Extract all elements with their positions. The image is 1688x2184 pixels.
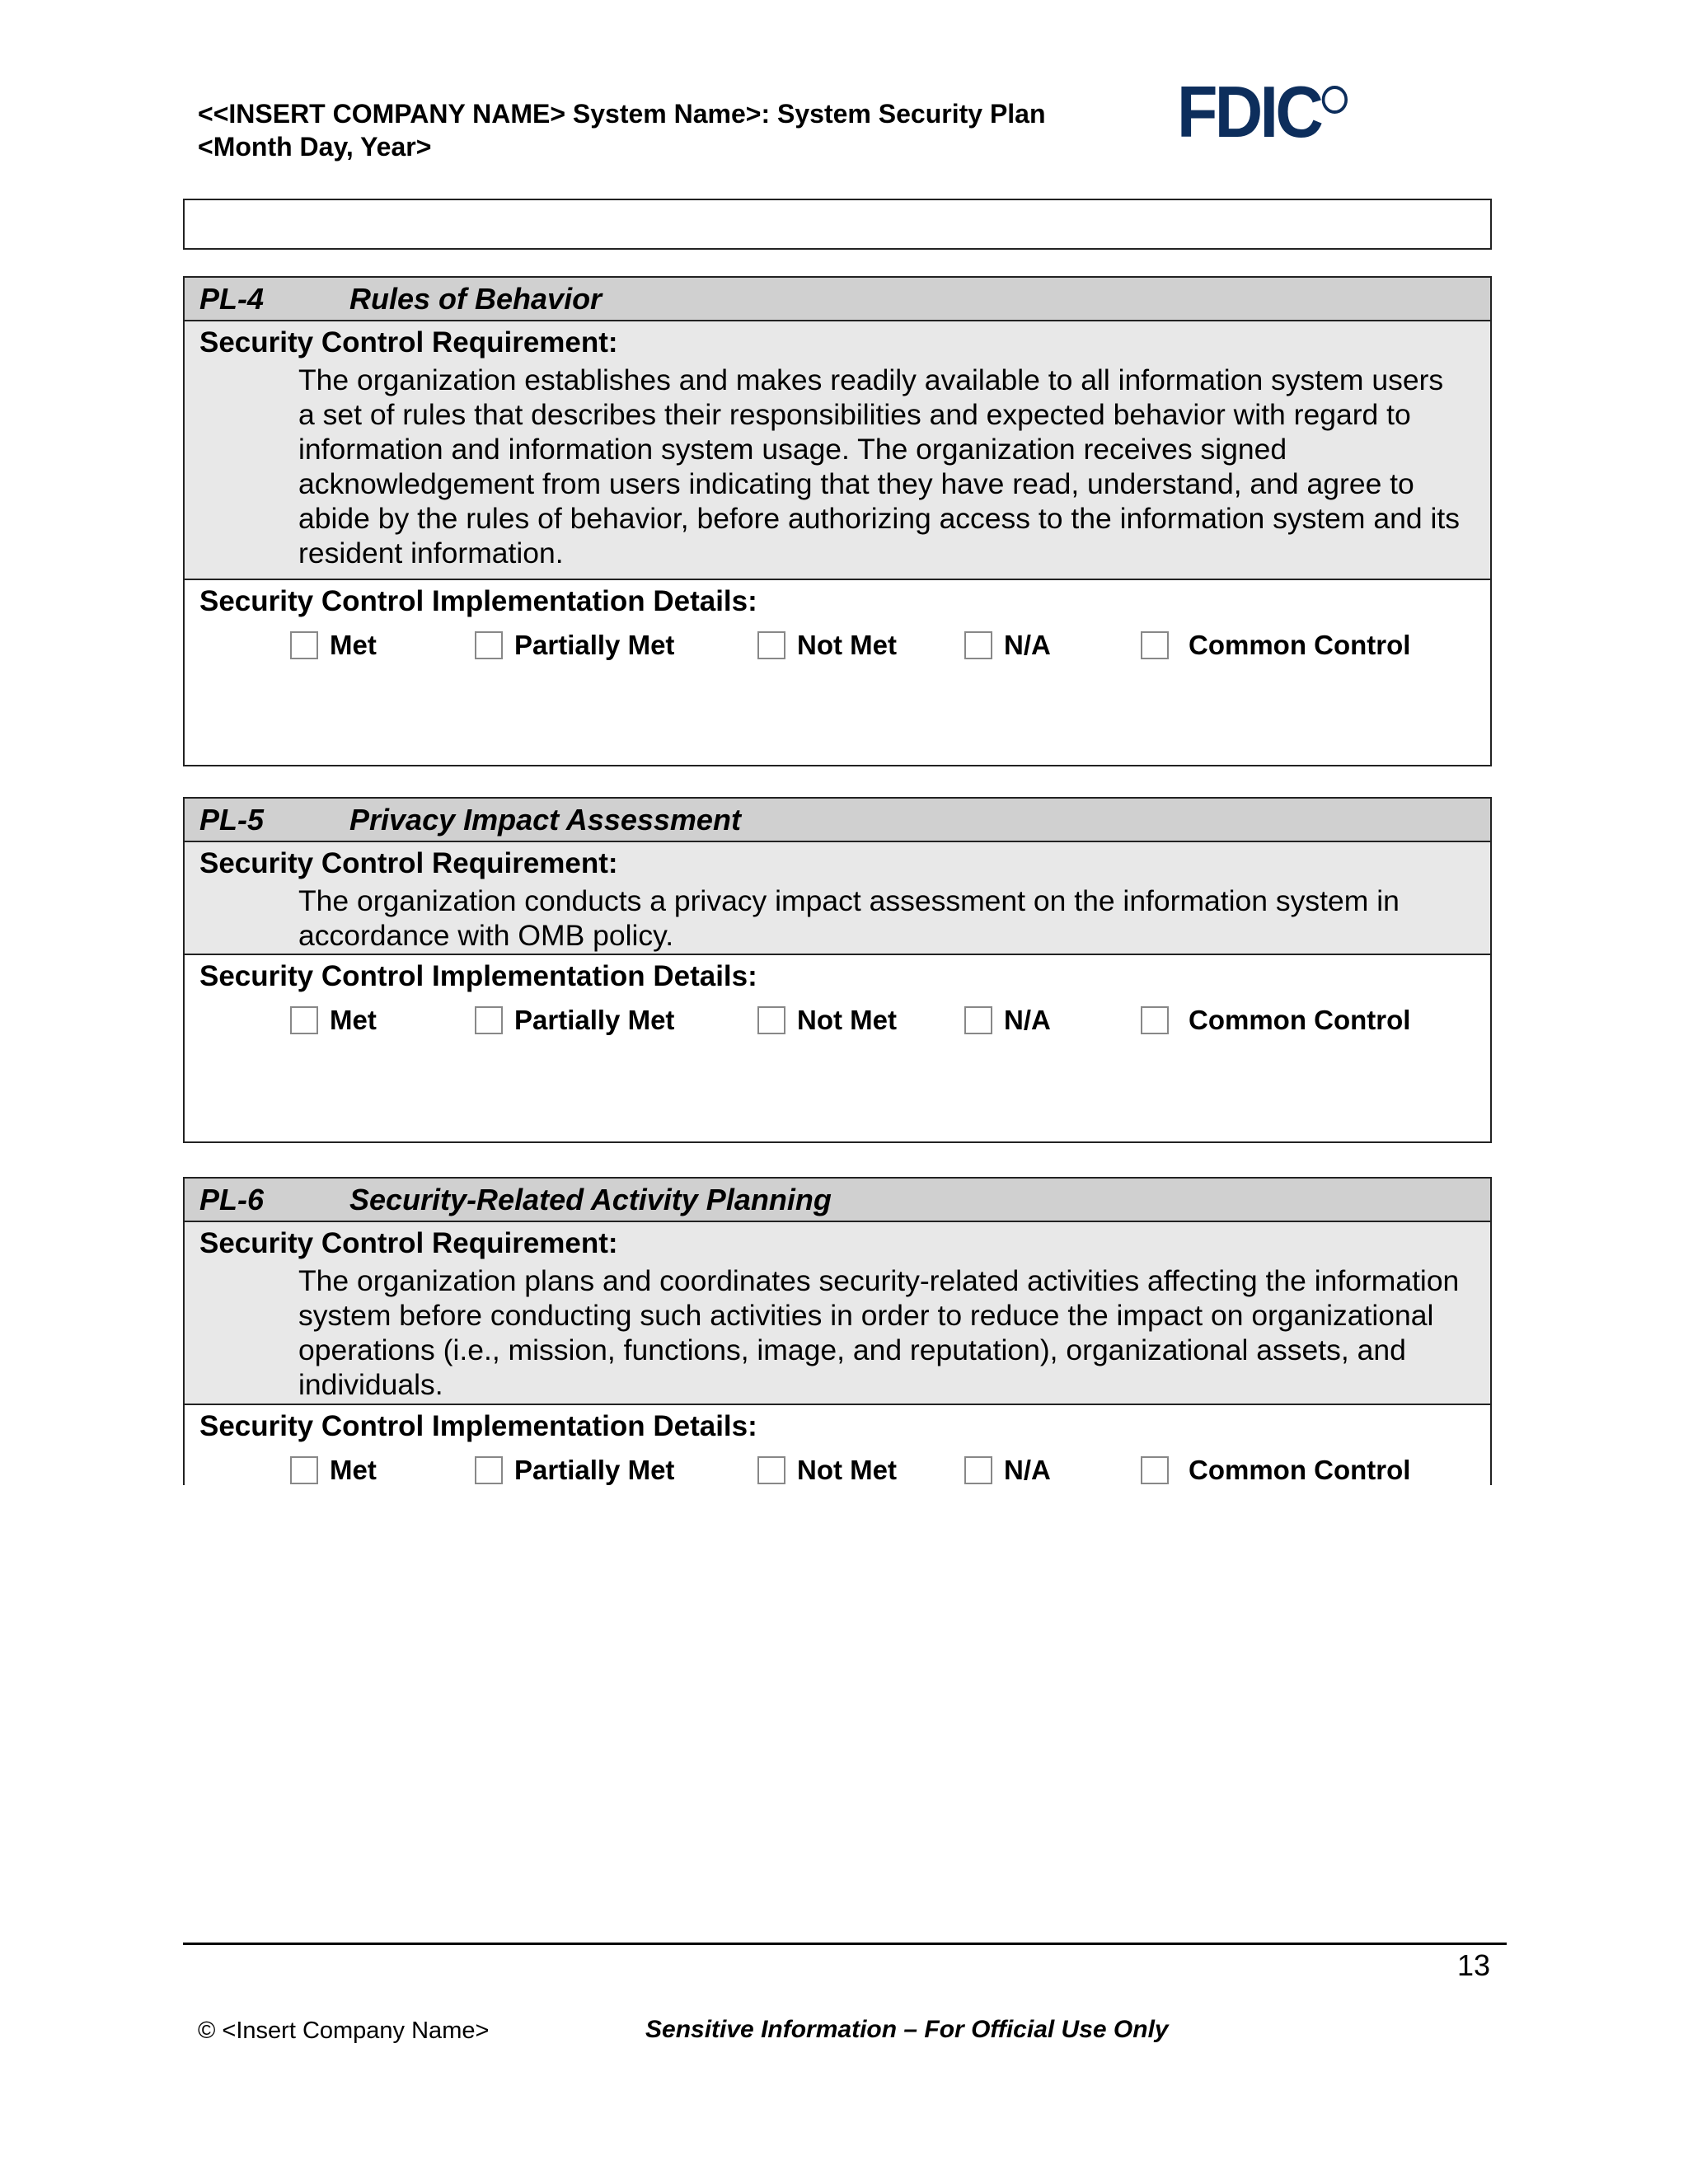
status-option-met[interactable]: Met	[290, 630, 377, 661]
status-option-not-met[interactable]: Not Met	[757, 1005, 897, 1036]
blank-table-cell	[183, 199, 1492, 250]
status-option-partially-met[interactable]: Partially Met	[475, 630, 674, 661]
checkbox[interactable]	[290, 631, 318, 659]
checkbox[interactable]	[964, 631, 992, 659]
checkbox[interactable]	[964, 1456, 992, 1484]
implementation-section	[185, 1405, 1490, 1496]
status-option-common-control[interactable]: Common Control	[1141, 1005, 1410, 1036]
status-options	[199, 623, 1475, 671]
requirement-section	[185, 321, 1490, 580]
document-title: <<INSERT COMPANY NAME> System Name>: System Security Plan	[198, 99, 1046, 129]
requirement-text: The organization plans and coordinates security-related activities affecting the information system before conducting such activities in order to reduce the impact on organizational operations (i.e., mission, functions, image, and reputation), organizational assets, and individuals.	[298, 1264, 1460, 1401]
checkbox[interactable]	[964, 1006, 992, 1034]
implementation-label: Security Control Implementation Details:	[199, 960, 757, 992]
checkbox[interactable]	[757, 1456, 785, 1484]
control-id: PL-5	[199, 803, 265, 837]
requirement-label: Security Control Requirement:	[199, 326, 618, 359]
status-option-na[interactable]: N/A	[964, 1005, 1051, 1036]
checkbox[interactable]	[290, 1456, 318, 1484]
requirement-label: Security Control Requirement:	[199, 1227, 618, 1259]
checkbox[interactable]	[475, 631, 503, 659]
implementation-section	[185, 955, 1490, 1046]
control-header	[185, 799, 1490, 842]
footer-copyright: © <Insert Company Name>	[198, 2018, 490, 2044]
status-option-met[interactable]: Met	[290, 1455, 377, 1486]
control-id: PL-4	[199, 282, 265, 316]
checkbox[interactable]	[757, 631, 785, 659]
checkbox[interactable]	[1141, 1006, 1169, 1034]
status-option-met[interactable]: Met	[290, 1005, 377, 1036]
fdic-logo-text: FDIC	[1177, 71, 1321, 152]
control-title: Rules of Behavior	[349, 282, 603, 316]
page-header	[198, 97, 1046, 163]
checkbox[interactable]	[475, 1456, 503, 1484]
status-option-partially-met[interactable]: Partially Met	[475, 1455, 674, 1486]
control-pl-5	[183, 797, 1492, 1143]
requirement-section	[185, 842, 1490, 955]
control-header	[185, 1179, 1490, 1222]
status-option-not-met[interactable]: Not Met	[757, 1455, 897, 1486]
control-id: PL-6	[199, 1183, 265, 1216]
control-pl-6	[183, 1177, 1492, 1485]
checkbox[interactable]	[290, 1006, 318, 1034]
checkbox[interactable]	[475, 1006, 503, 1034]
checkbox[interactable]	[1141, 1456, 1169, 1484]
requirement-text: The organization establishes and makes readily available to all information system users a set of rules that describes their responsibilities and expected behavior with regard to information and information system usage. The organization receives signed acknowledgement from users indicating that they have read, understand, and agree to abide by the rules of behavior, before authorizing access to the information system and its resident information.	[298, 363, 1460, 569]
status-options	[199, 1448, 1475, 1496]
footer-sensitivity-notice: Sensitive Information – For Official Use Only	[645, 2016, 1169, 2043]
footer-divider	[183, 1943, 1507, 1945]
control-header	[185, 278, 1490, 321]
status-option-na[interactable]: N/A	[964, 630, 1051, 661]
implementation-section	[185, 580, 1490, 671]
checkbox[interactable]	[1141, 631, 1169, 659]
implementation-label: Security Control Implementation Details:	[199, 1410, 757, 1442]
page-number: 13	[1456, 1948, 1490, 1982]
checkbox[interactable]	[757, 1006, 785, 1034]
status-option-common-control[interactable]: Common Control	[1141, 630, 1410, 661]
status-option-partially-met[interactable]: Partially Met	[475, 1005, 674, 1036]
status-option-not-met[interactable]: Not Met	[757, 630, 897, 661]
fdic-seal-icon	[1322, 86, 1348, 114]
implementation-label: Security Control Implementation Details:	[199, 585, 757, 617]
fdic-logo	[1177, 71, 1348, 152]
control-title: Privacy Impact Assessment	[349, 803, 741, 837]
status-options	[199, 998, 1475, 1046]
control-pl-4	[183, 276, 1492, 766]
requirement-text: The organization conducts a privacy impact assessment on the information system in accordance with OMB policy.	[298, 884, 1400, 952]
status-option-common-control[interactable]: Common Control	[1141, 1455, 1410, 1486]
requirement-label: Security Control Requirement:	[199, 847, 618, 879]
document-date: <Month Day, Year>	[198, 132, 432, 162]
requirement-section	[185, 1222, 1490, 1405]
status-option-na[interactable]: N/A	[964, 1455, 1051, 1486]
control-title: Security-Related Activity Planning	[349, 1183, 832, 1216]
